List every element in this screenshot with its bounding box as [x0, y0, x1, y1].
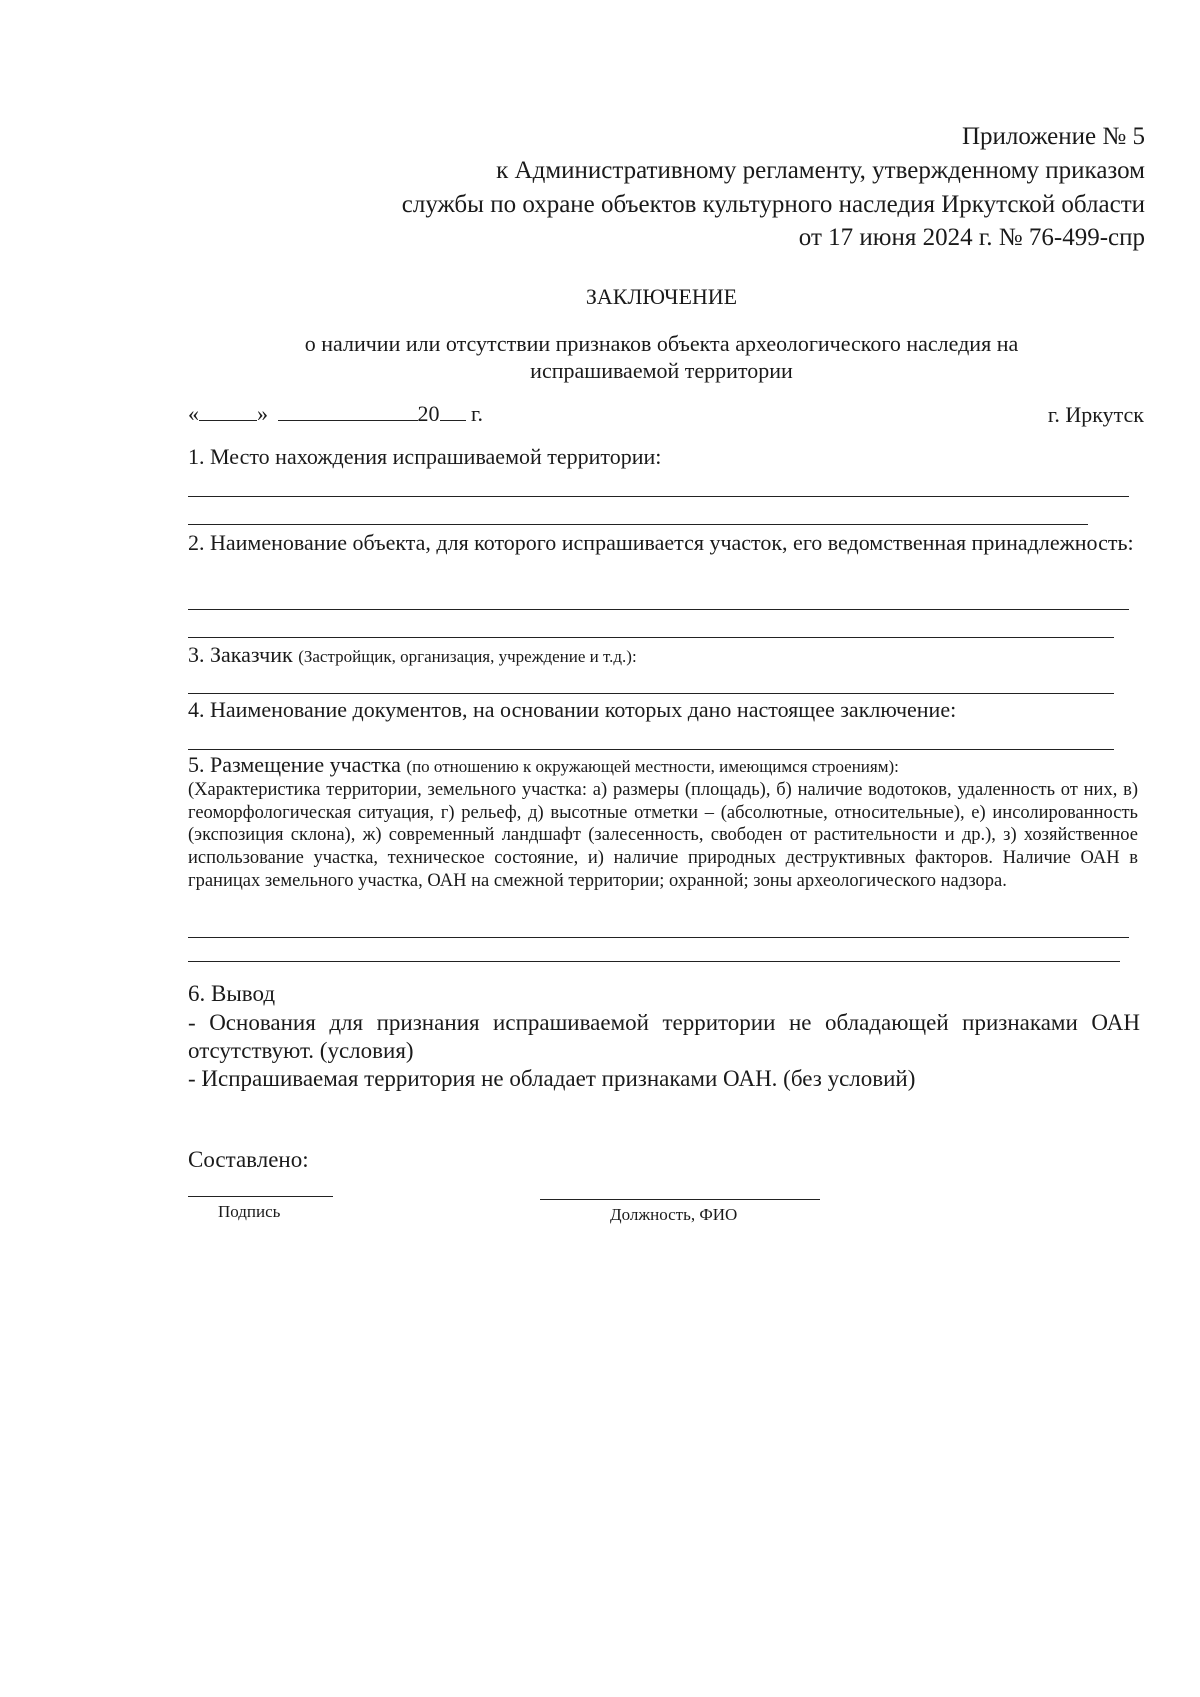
compiled-by-label: Составлено:	[188, 1147, 309, 1172]
city: г. Иркутск	[1047, 402, 1144, 427]
section2-field-line2[interactable]	[188, 637, 1114, 638]
signature-line[interactable]	[188, 1196, 333, 1197]
date-open-quote: «	[188, 401, 199, 426]
date-close-quote: »	[257, 401, 268, 426]
year-prefix: 20	[417, 401, 440, 426]
section5-note: (по отношению к окружающей местности, имеющимся строениям):	[406, 757, 899, 776]
section3-note: (Застройщик, организация, учреждение и т.д.):	[298, 647, 637, 666]
section1-label: 1. Место нахождения испрашиваемой территории:	[188, 444, 662, 469]
section3-heading	[188, 641, 1138, 668]
conclusion-option-unconditional: - Испрашиваемая территория не обладает признаками ОАН. (без условий)	[188, 1066, 916, 1091]
month-blank[interactable]	[278, 400, 418, 421]
section6-label: 6. Вывод	[188, 981, 276, 1006]
date-field	[188, 400, 788, 427]
section1-field-line2[interactable]	[188, 524, 1088, 525]
document-subtitle-line2: испрашиваемой территории	[530, 358, 793, 383]
day-blank[interactable]	[199, 400, 257, 421]
year-suffix: г.	[471, 401, 484, 426]
section4-field[interactable]	[188, 749, 1114, 750]
section2-field-line1[interactable]	[188, 609, 1129, 610]
section1-field-line1[interactable]	[188, 496, 1129, 497]
appendix-reference: к Административному регламенту, утвержденному приказом	[496, 157, 1145, 184]
appendix-number: Приложение № 5	[961, 123, 1145, 150]
section3-field[interactable]	[188, 693, 1114, 694]
position-name-line[interactable]	[540, 1199, 820, 1200]
appendix-order-date: от 17 июня 2024 г. № 76-499-спр	[798, 224, 1145, 251]
section4-label: 4. Наименование документов, на основании которых дано настоящее заключение:	[188, 697, 957, 722]
year-blank[interactable]	[440, 400, 466, 421]
section5-field-line2[interactable]	[188, 961, 1120, 962]
signature-caption: Подпись	[218, 1202, 281, 1221]
section5-heading	[188, 751, 1148, 778]
conclusion-option-conditional: - Основания для признания испрашиваемой территории не обладающей признаками ОАН отсутствуют. (условия)	[188, 1010, 1140, 1063]
document-subtitle-line1: о наличии или отсутствии признаков объекта археологического наследия на	[304, 331, 1019, 356]
section5-description: (Характеристика территории, земельного участка: а) размеры (площадь), б) наличие водотоков, удаленность от них, в) геоморфологическая ситуация, г) рельеф, д) высотные отметки – (абсолютные, относительные), е) инсолированность (экспозиция склона), ж) современный ландшафт (залесенность, свободен от растительности и др.), з) хозяйственное использование участка, техническое состояние, и) наличие природных деструктивных факторов. Наличие ОАН в границах земельного участка, ОАН на смежной территории; охранной; зоны археологического надзора.	[188, 780, 1138, 891]
section3-label: 3. Заказчик	[188, 642, 293, 667]
appendix-authority: службы по охране объектов культурного наследия Иркутской области	[401, 191, 1145, 218]
section5-label: 5. Размещение участка	[188, 752, 401, 777]
section5-field-line1[interactable]	[188, 937, 1129, 938]
document-title: ЗАКЛЮЧЕНИЕ	[585, 284, 738, 309]
position-name-caption: Должность, ФИО	[610, 1205, 738, 1224]
section2-label: 2. Наименование объекта, для которого испрашивается участок, его ведомственная принадлежность:	[188, 530, 1134, 555]
